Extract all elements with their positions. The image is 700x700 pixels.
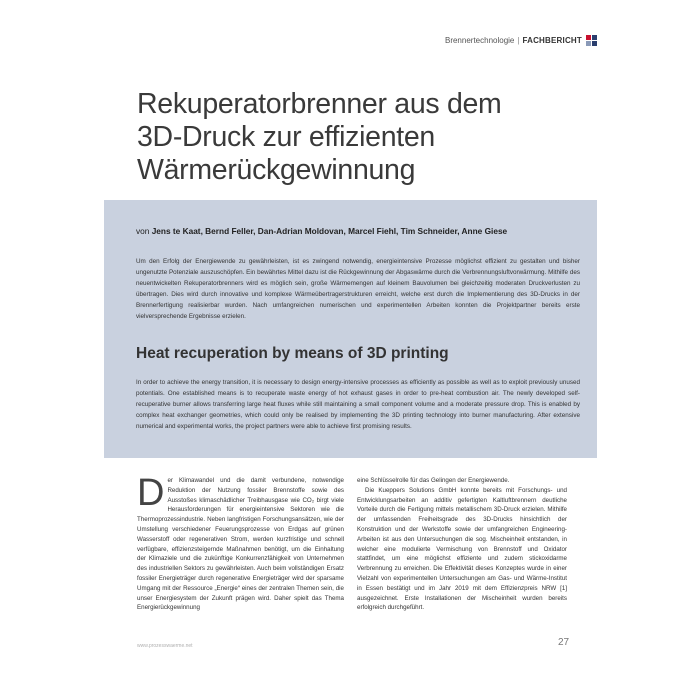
author-line [136, 226, 576, 237]
abstract-english: In order to achieve the energy transition, it is necessary to design energy-intensive processes as efficiently as possible as well as to exploit previously unused potentials. One established means is to recuperate waste energy of hot exhaust gases in order to pre-heat combustion air. The newly developed self-recuperative burner allows transferring large heat fluxes while still maintaining a small component volume and a moderate pressure drop. This is enabled by complex heat exchanger geometries, which could only be realised by implementing the 3D printing technology into burner manufacturing. After extensive numerical and experimental works, the project partners were able to achieve first promising results. [136, 379, 580, 430]
body-column-left [137, 472, 344, 613]
title-line-3: Wärmerückgewinnung [137, 154, 416, 186]
abstract-german: Um den Erfolg der Energiewende zu gewährleisten, ist es zwingend notwendig, energieintensive Prozesse möglichst effizient zu gestalten und bisher ungenutzte Potenziale auszuschöpfen. Ein bewährtes Mittel dazu ist die Rückgewinnung der Abgaswärme durch die Verbrennungsluftvorwärmung. Mithilfe des neuentwickelten Rekuperatorbrenners wird es möglich sein, große Wärmemengen auf kleinem Bauvolumen bei gleichzeitig moderaten Druckverlusten zu übertragen. Dies wird durch innovative und komplexe Wärmeübertragerstrukturen erreicht, welche erst durch die Implementierung des 3D-Drucks in der Brennerfertigung realisierbar wurden. Nach umfangreichen numerischen und experimentellen Arbeiten konnten die Projektpartner bereits erste vielversprechende Ergebnisse erzielen. [136, 258, 580, 320]
english-title: Heat recuperation by means of 3D printing [136, 345, 449, 362]
publisher-logo-icon [586, 35, 597, 46]
drop-cap: D [137, 472, 165, 514]
body-column-right [357, 476, 567, 613]
running-header [0, 34, 700, 48]
header-separator: | [517, 36, 520, 45]
article-title [137, 88, 587, 187]
body-right-paragraph-2: Die Kueppers Solutions GmbH konnte bereits mit Forschungs- und Entwicklungsarbeiten an additiv gefertigten Kaltluftbrennern deutliche Vorteile durch die Fertigung mittels metallischem 3D-Druck erzielen. Mithilfe der umfassenden Freiheitsgrade des 3D-Drucks hinsichtlich der Konstruktion und der Werkstoffe sowie der umfangreichen Engineering-Arbeiten ist aus den Untersuchungen die sog. Mischeinheit entstanden, in welcher eine modulierte Vermischung von Brennstoff und Oxidator stattfindet, um eine möglichst effiziente und zudem stickoxidarme Verbrennung zu erreichen. Die Effektivität dieses Konzeptes wurde in einer Vielzahl von experimentellen Untersuchungen am Gas- und Wärme-Institut in Essen bestätigt und im Jahr 2019 mit dem Effizienzpreis NRW [1] ausgezeichnet. Erste Installationen der Mischeinheit wurden bereits erfolgreich durchgeführt. [357, 486, 567, 612]
header-section: Brennertechnologie [444, 36, 515, 45]
footer-url: www.prozesswaerme.net [137, 643, 193, 649]
body-left-text: er Klimawandel und die damit verbundene, notwendige Reduktion der Nutzung fossiler Brennstoffe sowie des Ausstoßes klimaschädlicher Treibhausgase wie CO₂ birgt viele Herausforderungen für energieintensive Sektoren wie die Thermoprozessindustrie. Neben langfristigen Forschungsansätzen, wie der Umstellung verschiedener Feuerungsprozesse von Erdgas auf grünen Wasserstoff oder regenerativen Strom, werden kurzfristige und schnell verfügbare, effizienzsteigernde Maßnahmen benötigt, um die Einhaltung der Klimaziele und die zukünftige Konkurrenzfähigkeit von Unternehmen des industriellen Sektors zu gewährleisten. Auch beim vollständigen Ersatz fossiler Energieträger durch regenerative Energieträger wird der sparsame Umgang mit der Ressource „Energie“ eines der zentralen Themen sein, die unser Energiesystem der Zukunft prägen wird. Daher spielt das Thema Energierückgewinnung [137, 477, 344, 612]
title-line-2: 3D-Druck zur effizienten [137, 121, 435, 153]
author-prefix: von [136, 226, 152, 236]
author-names: Jens te Kaat, Bernd Feller, Dan-Adrian Moldovan, Marcel Fiehl, Tim Schneider, Anne Giese [151, 226, 508, 236]
title-line-1: Rekuperatorbrenner aus dem [137, 88, 502, 120]
header-text [445, 34, 582, 48]
page-number: 27 [558, 637, 570, 648]
header-category: FACHBERICHT [522, 36, 582, 45]
body-right-paragraph-1: eine Schlüsselrolle für das Gelingen der Energiewende. [357, 477, 510, 484]
